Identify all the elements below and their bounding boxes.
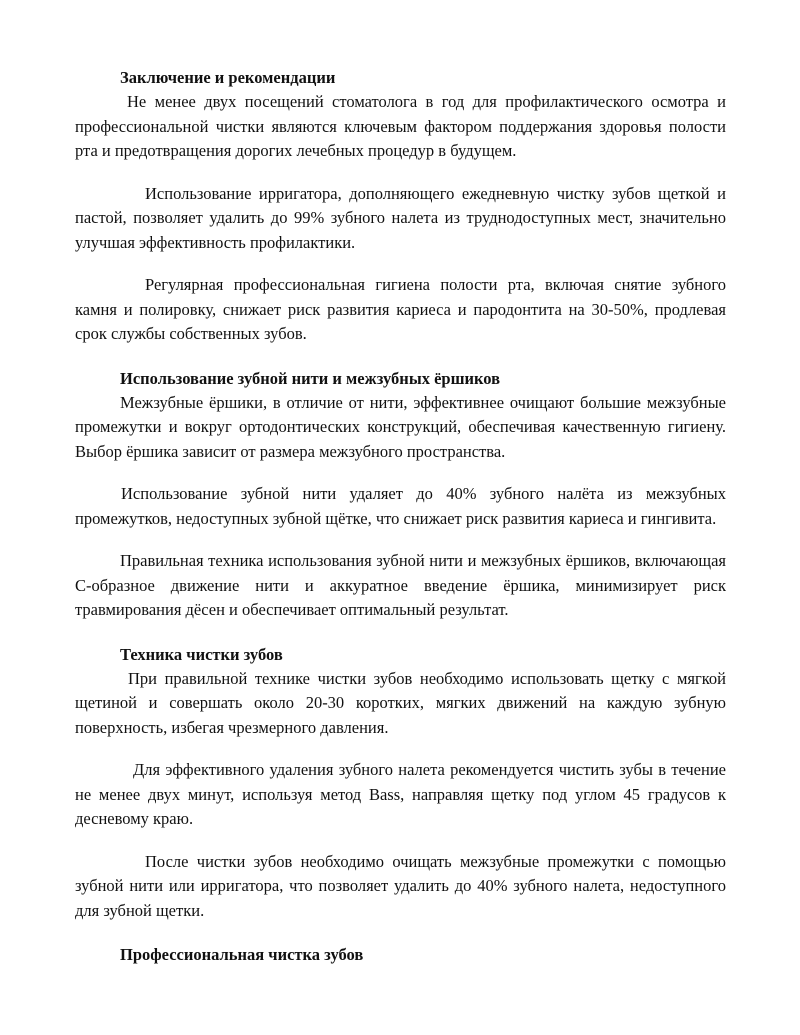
section-heading: Техника чистки зубов <box>120 644 283 664</box>
section-heading: Профессиональная чистка зубов <box>120 945 364 964</box>
paragraph: Межзубные ёршики, в отличие от нити, эффективнее очищают большие межзубные промежутки и вокруг ортодонтических конструкций, обеспечивая качественную гигиену. Выбор ёршика зависит от размера межзубного пространства. <box>75 392 726 461</box>
section-heading: Заключение и рекомендации <box>120 68 336 87</box>
paragraph: Использование ирригатора, дополняющего ежедневную чистку зубов щеткой и пастой, позволяет удалить до 99% зубного налета из труднодоступных мест, значительно улучшая эффективность профилактики. <box>75 183 726 252</box>
paragraph: Правильная техника использования зубной нити и межзубных ёршиков, включающая С-образное движение нити и аккуратное введение ёршика, минимизирует риск травмирования дёсен и обеспечивает оптимальный результат. <box>75 551 726 619</box>
paragraph: Для эффективного удаления зубного налета рекомендуется чистить зубы в течение не менее двух минут, используя метод Bass, направляя щетку под углом 45 градусов к десневому краю. <box>75 760 726 828</box>
paragraph: После чистки зубов необходимо очищать межзубные промежутки с помощью зубной нити или ирригатора, что позволяет удалить до 40% зубного налета, недоступного для зубной щетки. <box>75 851 726 920</box>
paragraph: Не менее двух посещений стоматолога в год для профилактического осмотра и профессиональной чистки являются ключевым фактором поддержания здоровья полости рта и предотвращения дорогих лечебных процедур в будущем. <box>75 92 726 160</box>
paragraph: При правильной технике чистки зубов необходимо использовать щетку с мягкой щетиной и совершать около 20-30 коротких, мягких движений на каждую зубную поверхность, избегая чрезмерного давления. <box>75 668 726 737</box>
paragraph: Регулярная профессиональная гигиена полости рта, включая снятие зубного камня и полировку, снижает риск развития кариеса и пародонтита на 30-50%, продлевая срок службы собственных зубов. <box>75 275 726 343</box>
document-page <box>75 66 726 967</box>
section-heading: Использование зубной нити и межзубных ёршиков <box>120 368 501 388</box>
paragraph: Использование зубной нити удаляет до 40% зубного налёта из межзубных промежутков, недоступных зубной щётке, что снижает риск развития кариеса и гингивита. <box>75 484 726 528</box>
